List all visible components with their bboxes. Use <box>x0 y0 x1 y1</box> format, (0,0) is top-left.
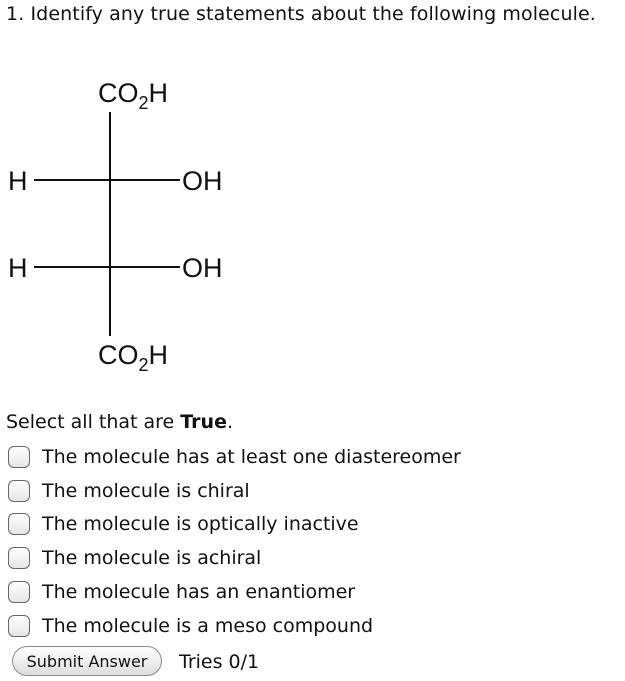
row2-right-oh-label: OH <box>182 253 223 283</box>
fischer-projection-svg <box>0 70 300 380</box>
option-row[interactable] <box>8 575 461 609</box>
option-row[interactable] <box>8 609 461 643</box>
option-label[interactable]: The molecule is a meso compound <box>42 614 374 637</box>
option-label[interactable]: The molecule is optically inactive <box>42 513 359 536</box>
option-checkbox[interactable] <box>8 615 30 637</box>
option-label[interactable]: The molecule is chiral <box>42 479 250 502</box>
option-checkbox[interactable] <box>8 446 30 468</box>
row1-left-h-label: H <box>8 166 28 196</box>
tries-counter: Tries 0/1 <box>179 651 260 673</box>
instruction-text: Select all that are True. <box>6 411 233 433</box>
option-label[interactable]: The molecule has an enantiomer <box>42 581 356 604</box>
row2-left-h-label: H <box>8 253 28 283</box>
option-checkbox[interactable] <box>8 513 30 535</box>
option-checkbox[interactable] <box>8 547 30 569</box>
option-row[interactable] <box>8 440 461 474</box>
option-row[interactable] <box>8 508 461 542</box>
fischer-projection <box>0 70 300 380</box>
submit-answer-button[interactable]: Submit Answer <box>12 646 162 676</box>
question-text: 1. Identify any true statements about the following molecule. <box>6 3 596 25</box>
option-label[interactable]: The molecule is achiral <box>42 547 262 570</box>
option-row[interactable] <box>8 474 461 508</box>
answer-options <box>8 440 461 643</box>
row1-right-oh-label: OH <box>182 166 223 196</box>
option-checkbox[interactable] <box>8 480 30 502</box>
bottom-carboxyl-label: $CO_2H$ <box>98 340 169 375</box>
top-carboxyl-label: $CO_2H$ <box>98 78 169 113</box>
option-row[interactable] <box>8 541 461 575</box>
instruction-bold: True <box>180 411 227 433</box>
option-label[interactable]: The molecule has at least one diastereomer <box>42 445 461 468</box>
option-checkbox[interactable] <box>8 581 30 603</box>
